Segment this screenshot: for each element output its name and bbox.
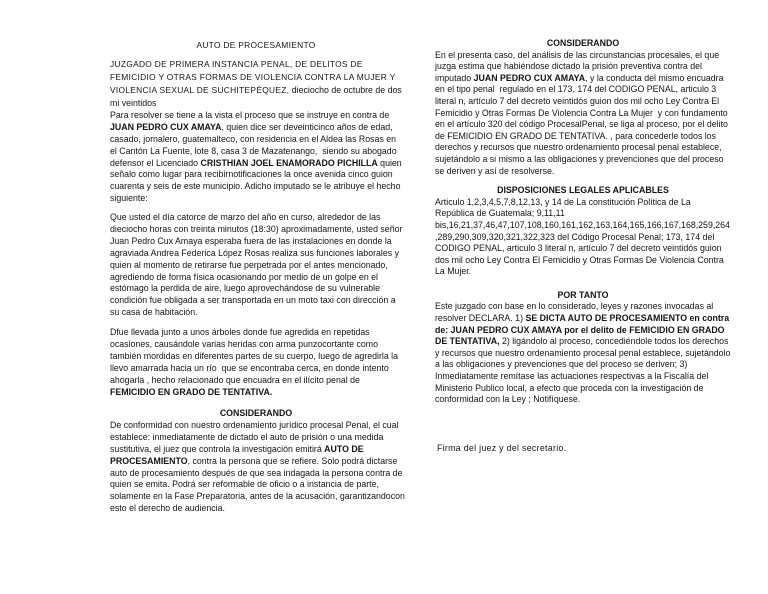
text-line bbox=[110, 236, 402, 248]
text-line bbox=[435, 336, 731, 348]
text-line bbox=[110, 307, 402, 319]
facts-paragraph bbox=[110, 212, 402, 319]
text-line bbox=[110, 444, 402, 456]
text-line bbox=[435, 197, 731, 209]
text-line bbox=[435, 394, 731, 406]
text-line bbox=[110, 193, 402, 205]
text-line bbox=[435, 348, 731, 360]
text-run: en el tipo penal regulado en el 173, 174 del CODIGO PENAL, articulo 3 bbox=[435, 84, 717, 95]
text-line bbox=[110, 327, 402, 339]
text-run: En el presenta caso, del análisis de las circunstancias procesales, el que bbox=[435, 49, 720, 60]
text-run: auto de procesamiento después de que sea indagada la persona contra de bbox=[110, 467, 403, 478]
text-line bbox=[110, 97, 402, 110]
text-line bbox=[435, 255, 731, 267]
text-run: el Cantón La Fuente, lote 8, casa 3 de Mazatenango, siendo su abogado bbox=[110, 145, 397, 156]
text-run: Articulo 1,2,3,4,5,7,8,12,13, y 14 de La constitución Política de La bbox=[435, 196, 691, 207]
considerando-body-2 bbox=[435, 50, 731, 178]
text-run: De conformidad con nuestro ordenamiento jurídico procesal Penal, el cual bbox=[110, 419, 399, 430]
text-run: bis,16,21,37,46,47,107,108,160,161,162,163,164,165,166,167,168,259,264 bbox=[435, 219, 730, 230]
text-line bbox=[110, 134, 402, 146]
text-run: literal n, artículo 7 del decreto veintidós guion dos mil ocho Ley Contra El bbox=[435, 95, 720, 106]
text-run: condición fue obligada a ser transportada en un moto taxi con dirección a bbox=[110, 295, 396, 306]
text-line bbox=[435, 208, 731, 220]
bold-text: FEMICIDIO EN GRADO DE TENTATIVA. bbox=[110, 386, 273, 397]
text-line bbox=[435, 232, 731, 244]
text-run: 2) ligándolo al proceso, concediéndole todos los derechos bbox=[499, 336, 729, 347]
text-line bbox=[435, 50, 731, 62]
bold-text: SE DICTA AUTO DE PROCESAMIENTO en contra bbox=[525, 313, 730, 324]
disposiciones-body bbox=[435, 197, 731, 278]
text-run: resolver DECLARA. 1) bbox=[435, 313, 526, 324]
intro-paragraph bbox=[110, 110, 402, 205]
text-line bbox=[435, 131, 731, 143]
text-run: señalo como lugar para recibirnotificaciones la once avenida cinco guion bbox=[110, 169, 393, 180]
text-line bbox=[110, 479, 402, 491]
text-run: de FEMICIDIO EN GRADO DE TENTATIVA. , para concederle todos los bbox=[435, 130, 716, 141]
text-run: solamente en la Fase Preparatoria, antes de la acusación, garantizandocon bbox=[110, 491, 405, 502]
text-line bbox=[435, 383, 731, 395]
text-run: su casa de habitación. bbox=[110, 307, 198, 318]
text-line bbox=[110, 503, 402, 515]
text-line bbox=[110, 456, 402, 468]
text-run: JUZGADO DE PRIMERA INSTANCIA PENAL, DE DELITOS DE bbox=[110, 59, 363, 69]
text-run: conformidad con la Ley ; Notifíquese. bbox=[435, 394, 581, 405]
text-line bbox=[110, 158, 402, 170]
text-run: defensor el Licenciado bbox=[110, 157, 201, 168]
bold-text: CRISTHIAN JOEL ENAMORADO PICHILLA bbox=[200, 157, 378, 168]
text-line bbox=[110, 58, 402, 71]
text-run: , y la conducta del mismo encuadra bbox=[585, 72, 724, 83]
text-run: sustitutiva, el juez que controla la investigación emitirá bbox=[110, 443, 325, 454]
text-run: imputado bbox=[435, 72, 474, 83]
text-line bbox=[435, 313, 731, 325]
text-line bbox=[110, 468, 402, 480]
text-run: llevo amarrada hacia un río que se encontraba cerca, en donde intento bbox=[110, 362, 389, 373]
considerando-body bbox=[110, 419, 405, 515]
text-line bbox=[110, 432, 402, 444]
text-run: se deriven y así de resolverse. bbox=[435, 165, 555, 176]
text-run: y recursos que nuestro ordenamiento procesal penal establece, sujetándolo bbox=[435, 347, 731, 358]
text-run: Que usted el día catorce de marzo del año en curso, alrededor de las bbox=[110, 212, 381, 223]
text-line bbox=[110, 283, 402, 295]
text-line bbox=[435, 61, 731, 73]
por-tanto-body bbox=[435, 301, 731, 405]
text-run: a las obligaciones y prevenciones que del proceso se deriven; 3) bbox=[435, 359, 688, 370]
right-column bbox=[435, 38, 731, 454]
document-title: AUTO DE PROCESAMIENTO bbox=[196, 40, 316, 50]
text-run: CODIGO PENAL, articulo 3 literal n, artículo 7 del decreto veintidós guion bbox=[435, 243, 722, 254]
text-line bbox=[435, 371, 731, 383]
text-line bbox=[435, 266, 731, 278]
text-line bbox=[110, 169, 402, 181]
text-run: Juan Pedro Cux Amaya esperaba fuera de las instalaciones en donde la bbox=[110, 235, 392, 246]
text-line bbox=[110, 272, 402, 284]
text-line bbox=[110, 375, 402, 387]
por-tanto-heading: POR TANTO bbox=[557, 289, 609, 300]
text-run: esto el derecho de audiencia. bbox=[110, 503, 225, 514]
considerando-section bbox=[110, 408, 405, 515]
text-line bbox=[110, 260, 402, 272]
disposiciones-section bbox=[435, 185, 731, 278]
text-line bbox=[435, 96, 731, 108]
text-run: casado, jornalero, guatemalteco, con residencia en el Aldea las Rosas en bbox=[110, 133, 397, 144]
text-run: dieciocho horas con treinta minutos (18:30) aproximadamente, usted señor bbox=[110, 224, 403, 235]
text-run: Para resolver se tiene a la vista el proceso que se instruye en contra de bbox=[110, 110, 390, 120]
considerando-heading-2: CONSIDERANDO bbox=[546, 38, 620, 48]
text-line bbox=[435, 142, 731, 154]
text-line bbox=[110, 146, 402, 158]
bold-text: AUTO DE bbox=[324, 443, 364, 454]
text-run: sujetándolo a si mismo a las obligaciones y prevenciones que del proceso bbox=[435, 153, 724, 164]
text-line bbox=[435, 154, 731, 166]
text-run: quien al momento de retirarse fue perpetrada por el antes mencionado, bbox=[110, 259, 388, 270]
text-line bbox=[110, 339, 402, 351]
text-line bbox=[435, 301, 731, 313]
text-run: República de Guatemala; 9,11,11 bbox=[435, 208, 565, 219]
text-run: también mordidas en diferentes partes de su cuerpo, luego de agredirla la bbox=[110, 350, 399, 361]
text-run: Dfue llevada junto a unos árboles donde fue agredida en repetidas bbox=[110, 327, 370, 338]
text-run: juzga estima que habiéndose dictado la prisión preventiva contra del bbox=[435, 61, 703, 72]
text-run: establece: inmediatamente de dictado el auto de prisión o una medida bbox=[110, 431, 384, 442]
text-run: quien se emita. Podrá ser reformable de oficio o a instancia de parte, bbox=[110, 479, 379, 490]
text-run: cuarenta y seis de este municipio. Adicho imputado se le atribuye el hecho bbox=[110, 181, 401, 192]
text-line bbox=[110, 110, 402, 122]
signature-line: Firma del juez y del secretario. bbox=[437, 442, 567, 453]
left-column bbox=[110, 39, 405, 515]
text-run: ,289,290,309,320,321,322,323 del Código Procesal Penal; 173, 174 del bbox=[435, 231, 715, 242]
text-run: Este juzgado con base en lo considerado, leyes y razones invocadas al bbox=[435, 301, 714, 312]
text-run: , quien dice ser deveinticinco años de edad, bbox=[221, 121, 393, 132]
text-run: Femicidio y Otras Formas De Violencia Contra La Mujer y con fundamento bbox=[435, 107, 728, 118]
text-run: ocasiones, causándole varias heridas con arma punzocortante como bbox=[110, 339, 378, 350]
text-line bbox=[435, 243, 731, 255]
text-run: dos mil ocho Ley Contra El Femicidio y Otras Formas De Violencia Contra bbox=[435, 254, 724, 265]
text-line bbox=[110, 181, 402, 193]
text-line bbox=[110, 224, 402, 236]
text-run: Ministerio Publico local, a efecto que proceda con la investigación de bbox=[435, 382, 704, 393]
text-run: dieciocho de octubre de dos bbox=[289, 85, 402, 95]
text-line bbox=[110, 248, 402, 260]
text-line bbox=[110, 363, 402, 375]
bold-text: DE TENTATIVA, bbox=[435, 336, 500, 347]
text-line bbox=[110, 122, 402, 134]
bold-text: JUAN PEDRO CUX AMAYA bbox=[473, 72, 586, 83]
bold-text: JUAN PEDRO CUX AMAYA bbox=[110, 121, 222, 132]
bold-text: de: JUAN PEDRO CUX AMAYA por el delito de FEMICIDIO EN GRADO bbox=[435, 324, 725, 335]
text-run: mi veintidos bbox=[110, 98, 157, 108]
disposiciones-heading: DISPOSICIONES LEGALES APLICABLES bbox=[497, 185, 669, 196]
por-tanto-section bbox=[435, 290, 731, 406]
text-line bbox=[110, 387, 402, 399]
text-line bbox=[110, 420, 402, 432]
considerando-heading: CONSIDERANDO bbox=[219, 408, 293, 419]
text-line bbox=[435, 359, 731, 371]
text-line bbox=[110, 84, 402, 97]
text-run: , contra la persona que se refiere. Solo podrá dictarse bbox=[187, 455, 398, 466]
text-line bbox=[435, 166, 731, 178]
text-line bbox=[110, 295, 402, 307]
text-line bbox=[110, 351, 402, 363]
text-run: La Mujer. bbox=[435, 266, 472, 277]
text-run: estómago la perdida de aire, luego aprovechándose de su vulnerable bbox=[110, 283, 380, 294]
facts-paragraph-2 bbox=[110, 327, 402, 398]
text-line bbox=[435, 84, 731, 96]
text-run: ahogarla , hecho relacionado que encuadra en el ilícito penal de bbox=[110, 374, 360, 385]
text-run: siguiente: bbox=[110, 193, 148, 204]
text-line bbox=[435, 119, 731, 131]
text-run: VIOLENCIA SEXUAL DE SUCHITEPÉQUEZ, bbox=[110, 85, 290, 95]
text-run: Inmediatamente remítase las actuaciones respectivas a la Fiscalía del bbox=[435, 371, 709, 382]
text-line bbox=[110, 212, 402, 224]
text-run: agraviada Andrea Federica López Rosas realiza sus funciones laborales y bbox=[110, 247, 399, 258]
text-line bbox=[435, 325, 731, 337]
text-line bbox=[435, 73, 731, 85]
considerando-section-2 bbox=[435, 38, 731, 177]
bold-text: PROCESAMIENTO bbox=[110, 455, 188, 466]
text-run: quien bbox=[377, 157, 402, 168]
text-line bbox=[110, 491, 405, 503]
text-line bbox=[435, 220, 731, 232]
text-run: derechos y recursos que nuestro ordenamiento procesal penal establece, bbox=[435, 142, 722, 153]
text-run: en el artículo 320 del código ProcesalPenal, se liga al proceso, por el delito bbox=[435, 119, 728, 130]
text-run: agrediendo de forma física ocasionando por medio de un golpe en el bbox=[110, 271, 379, 282]
court-header bbox=[110, 58, 402, 110]
text-line bbox=[435, 108, 731, 120]
text-line bbox=[110, 71, 402, 84]
text-run: FEMICIDIO Y OTRAS FORMAS DE VIOLENCIA CONTRA LA MUJER Y bbox=[110, 72, 396, 82]
